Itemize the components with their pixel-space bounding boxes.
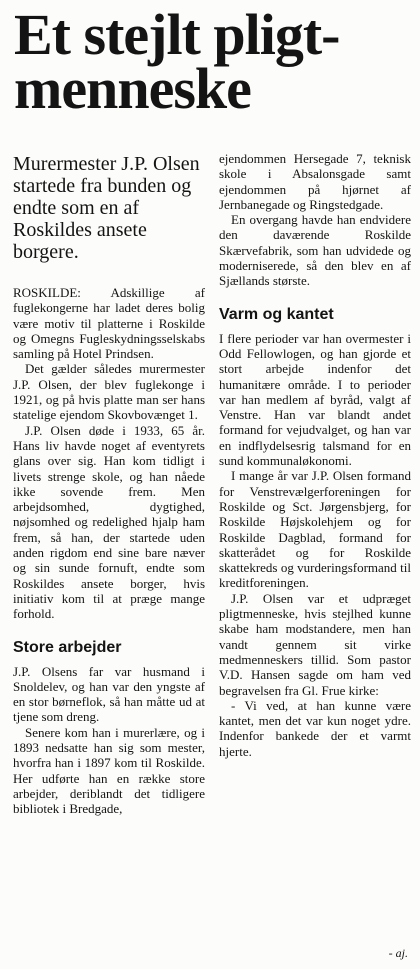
subheading: Varm og kantet <box>219 305 334 323</box>
left-column <box>13 151 205 817</box>
subheading: Store arbejder <box>13 638 122 656</box>
body-paragraph: I mange år var J.P. Olsen formand for Venstrevælgerforeningen for Roskilde og Sct. Jørgensbjerg, for Roskilde Højskolehjem og for Roskilde Dagblad, formand for skatterådet og for Roskilde skattekreds og vurderingsformand til kreditforeningen. <box>219 468 411 591</box>
article-columns <box>13 151 411 817</box>
headline: Et stejlt pligt-menneske <box>14 2 340 121</box>
body-paragraph: J.P. Olsens far var husmand i Snoldelev, og han var den yngste af en stor børneflok, så han måtte ud at tjene som dreng. <box>13 663 205 725</box>
body-paragraph: Det gælder således murermester J.P. Olsen, der blev fuglekonge i 1921, og på hvis platte man ser hans statelige ejendom Skovbovænget 1. <box>13 361 205 423</box>
body-paragraph: J.P. Olsen var et udpræget pligtmenneske, hvis stejlhed kunne skabe ham modstandere, men han vandt gennem sit virke medmenneskers tillid. Som pastor V.D. Hansen sagde om ham ved begravelsen fra Gl. Frue kirke: <box>219 590 411 698</box>
right-column <box>219 151 411 817</box>
byline: - aj. <box>388 946 408 960</box>
body-paragraph: J.P. Olsen døde i 1933, 65 år. Hans liv havde noget af eventyrets glans over sig. Han kom tidligt i livets strenge skole, og han nåede ikke sovende frem. Men arbejdsomhed, dygtighed, nøjsomhed og redelighed hjalp ham frem, så han, der startede uden anden rigdom end sine bare næver og sin sunde fornuft, endte som Roskildes ansete borger, hvis initiativ kom til at præge mange forhold. <box>13 422 205 622</box>
body-paragraph: I flere perioder var han overmester i Odd Fellowlogen, og han gjorde et stort arbejde indenfor det humanitære område. I to perioder var han medlem af byråd, valgt af Venstre. Han var blandt andet formand for vejudvalget, og han var en indflydelsesrig talsmand for en sund kommunaløkonomi. <box>219 330 411 469</box>
body-paragraph: ejendommen Hersegade 7, teknisk skole i Absalonsgade samt ejendommen på hjørnet af Jernbanegade og Ringstedgade. <box>219 151 411 212</box>
quote-paragraph: - Vi ved, at han kunne være kantet, men det var kun noget ydre. Indenfor bankede der et varmt hjerte. <box>219 697 411 759</box>
body-paragraph: En overgang havde han endvidere den daværende Roskilde Skærvefabrik, som han udvidede og moderniserede, så den blev en af Sjællands største. <box>219 212 411 289</box>
body-paragraph: ROSKILDE: Adskillige af fuglekongerne har ladet deres bolig være motiv til platterne i Roskilde og Omegns Fugleskydningsselskabs samling på Hotel Prindsen. <box>13 285 205 362</box>
body-paragraph: Senere kom han i murerlære, og i 1893 nedsatte han sig som mester, hvorfra han i 1897 kom til Roskilde. Her udførte han en række store arbejder, deriblandt det tidligere bibliotek i Bredgade, <box>13 724 205 817</box>
lead-paragraph: Murermester J.P. Olsen startede fra bunden og endte som en af Roskildes ansete borgere. <box>13 153 200 263</box>
